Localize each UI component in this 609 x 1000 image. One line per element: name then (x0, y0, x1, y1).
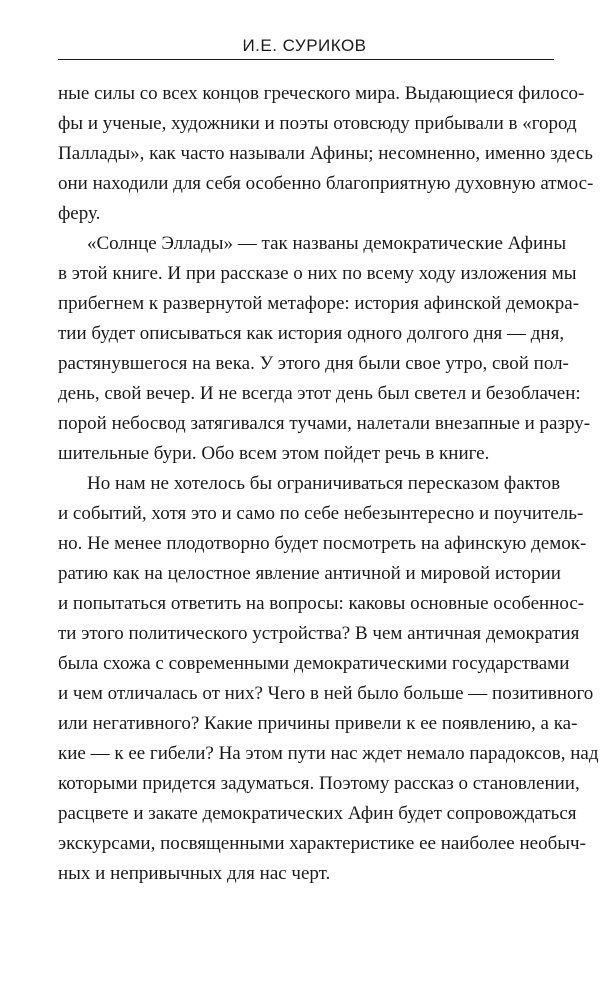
text-line: Паллады», как часто называли Афины; несомненно, именно здесь (58, 143, 593, 164)
text-line: и событий, хотя это и само по себе небезынтересно и поучитель- (58, 503, 584, 524)
text-line: экскурсами, посвященными характеристике ее наиболее необыч- (58, 833, 586, 854)
text-line: ратию как на целостное явление античной и мировой истории (58, 563, 561, 584)
text-body (58, 79, 599, 889)
text-line: или негативного? Какие причины привели к ее появлению, а ка- (58, 713, 578, 734)
paragraph (58, 79, 594, 229)
text-line: была схожа с современными демократическими государствами (58, 653, 570, 674)
text-line: порой небосвод затягивался тучами, налетали внезапные и разру- (58, 413, 591, 434)
text-line: и попытаться ответить на вопросы: каковы основные особеннос- (58, 593, 585, 614)
text-line: в этой книге. И при рассказе о них по всему ходу изложения мы (58, 263, 577, 284)
text-line: день, свой вечер. И не всегда этот день был светел и безоблачен: (58, 383, 581, 404)
text-line: Но нам не хотелось бы ограничиваться пересказом фактов (87, 473, 561, 494)
text-line: прибегнем к развернутой метафоре: история афинской демокра- (58, 293, 580, 314)
text-line: ных и непривычных для нас черт. (58, 863, 331, 884)
text-line: ные силы со всех концов греческого мира. Выдающиеся филосо- (58, 83, 585, 104)
paragraph (58, 469, 599, 889)
text-line: шительные бури. Обо всем этом пойдет речь в книге. (58, 443, 490, 464)
running-head: И.Е. СУРИКОВ (242, 36, 367, 55)
text-line: кие — к ее гибели? На этом пути нас ждет немало парадоксов, над (58, 743, 599, 764)
header-rule (58, 59, 554, 60)
text-line: «Солнце Эллады» — так названы демократические Афины (87, 233, 567, 254)
text-line: они находили для себя особенно благоприятную духовную атмос- (58, 173, 594, 194)
text-line: которыми придется задуматься. Поэтому рассказ о становлении, (58, 773, 580, 794)
text-line: но. Не менее плодотворно будет посмотреть на афинскую демок- (58, 533, 587, 554)
text-line: фы и ученые, художники и поэты отовсюду прибывали в «город (58, 113, 577, 134)
text-line: ти этого политического устройства? В чем античная демократия (58, 623, 580, 644)
text-line: феру. (58, 203, 101, 224)
text-line: и чем отличалась от них? Чего в ней было больше — позитивного (58, 683, 594, 704)
text-line: расцвете и закате демократических Афин будет сопровождаться (58, 803, 577, 824)
paragraph (58, 229, 591, 469)
text-line: тии будет описываться как история одного долгого дня — дня, (58, 323, 565, 344)
text-line: растянувшегося на века. У этого дня были свое утро, свой пол- (58, 353, 569, 374)
